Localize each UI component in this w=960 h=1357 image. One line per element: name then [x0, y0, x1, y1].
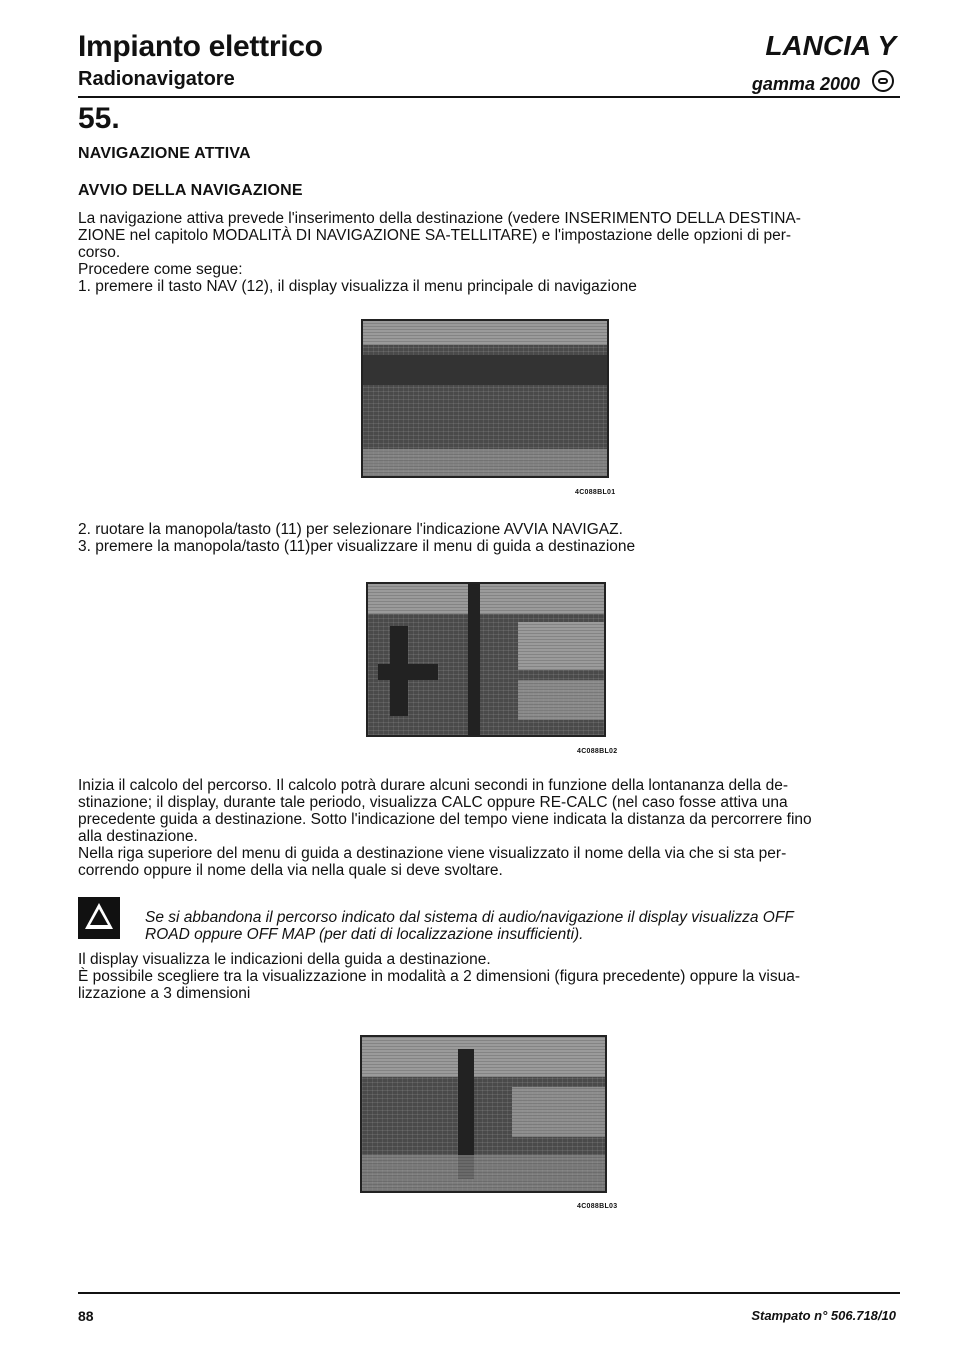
intro-line: corso. — [78, 244, 121, 261]
closing-line: Il display visualizza le indicazioni della guida a destinazione. — [78, 951, 491, 968]
section-title: NAVIGAZIONE ATTIVA — [78, 145, 251, 162]
closing-paragraph — [78, 951, 900, 1002]
screen-top-bar — [362, 1037, 605, 1077]
header-range: gamma 2000 — [751, 74, 860, 94]
screen-street-bar — [368, 584, 604, 614]
screen-top-bar — [363, 321, 607, 345]
calc-line: alla destinazione. — [78, 828, 198, 845]
closing-line: lizzazione a 3 dimensioni — [78, 985, 251, 1002]
warning-line: ROAD oppure OFF MAP (per dati di localizzazione insufficienti). — [145, 926, 584, 943]
header-rule — [78, 96, 900, 98]
display-screenshot-3d — [360, 1035, 607, 1193]
display-screenshot-main-menu — [361, 319, 609, 478]
closing-line: È possibile scegliere tra la visualizzazione in modalità a 2 dimensioni (figura precedente) oppure la visua- — [78, 968, 800, 985]
intro-paragraph — [78, 210, 900, 295]
subsection-title: AVVIO DELLA NAVIGAZIONE — [78, 182, 303, 199]
screen-info-box — [518, 622, 604, 670]
step-2: 2. ruotare la manopola/tasto (11) per selezionare l'indicazione AVVIA NAVIGAZ. — [78, 521, 623, 538]
warning-note — [145, 909, 900, 943]
calc-paragraph — [78, 777, 900, 879]
warning-line: Se si abbandona il percorso indicato dal sistema di audio/navigazione il display visualizza OFF — [145, 909, 794, 926]
calc-line: correndo oppure il nome della via nella quale si deve svoltare. — [78, 862, 503, 879]
footer-rule — [78, 1292, 900, 1294]
header-brand: LANCIA Y — [765, 30, 896, 61]
screen-divider — [468, 584, 480, 735]
intro-line: Procedere come segue: — [78, 261, 243, 278]
screen-bottom-bar — [363, 449, 607, 476]
display-screenshot-guidance — [366, 582, 606, 737]
intro-line: ZIONE nel capitolo MODALITÀ DI NAVIGAZIONE SA-TELLITARE) e l'impostazione delle opzioni di per- — [78, 227, 792, 244]
figure-code: 4C088BL03 — [577, 1203, 618, 1210]
figure-code: 4C088BL02 — [577, 748, 618, 755]
print-reference: Stampato n° 506.718/10 — [751, 1308, 896, 1323]
screen-info-box — [512, 1087, 605, 1137]
range-logo-icon — [872, 70, 894, 92]
step-1: 1. premere il tasto NAV (12), il display visualizza il menu principale di navigazione — [78, 278, 637, 295]
step-3: 3. premere la manopola/tasto (11)per visualizzare il menu di guida a destinazione — [78, 538, 636, 555]
page-number: 88 — [78, 1308, 94, 1324]
calc-line: Inizia il calcolo del percorso. Il calcolo potrà durare alcuni secondi in funzione della lontananza della de- — [78, 777, 788, 794]
figure-code: 4C088BL01 — [575, 489, 616, 496]
calc-line: stinazione; il display, durante tale periodo, visualizza CALC oppure RE-CALC (nel caso fosse attiva una — [78, 794, 788, 811]
screen-highlight-band — [363, 355, 607, 385]
header-subtitle: Radionavigatore — [78, 68, 235, 90]
section-number: 55. — [78, 102, 120, 135]
screen-bottom-bar — [362, 1155, 605, 1191]
intro-line: La navigazione attiva prevede l'inserimento della destinazione (vedere INSERIMENTO DELLA DESTINA- — [78, 210, 801, 227]
screen-distance-box — [518, 680, 604, 720]
header-title: Impianto elettrico — [78, 30, 323, 63]
warning-icon — [78, 897, 120, 939]
calc-line: precedente guida a destinazione. Sotto l'indicazione del tempo viene indicata la distanza da percorrere fino — [78, 811, 812, 828]
steps-paragraph — [78, 521, 900, 555]
screen-arrow-head — [378, 664, 438, 680]
calc-line: Nella riga superiore del menu di guida a destinazione viene visualizzato il nome della via che si sta per- — [78, 845, 787, 862]
